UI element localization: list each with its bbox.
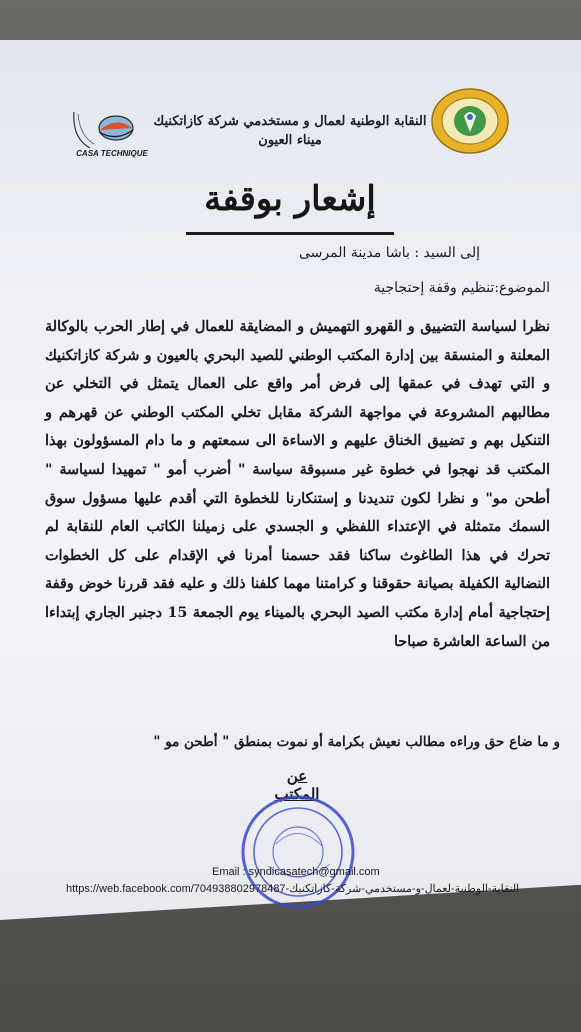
title-underline	[186, 232, 394, 235]
recipient-line: إلى السيد : باشا مدينة المرسى	[298, 245, 480, 261]
notice-title: إشعار بوقفة	[204, 179, 376, 219]
casa-technique-logo-text: CASA TECHNIQUE	[76, 149, 148, 158]
subject-line: الموضوع:تنظيم وقفة إحتجاجية	[373, 280, 550, 296]
signature-line: عن المكتب	[274, 767, 320, 803]
closing-line: و ما ضاع حق وراءه مطالب نعيش بكرامة أو نموت بمنطق " أطحن مو "	[153, 734, 560, 750]
union-location-line: ميناء العيون	[258, 133, 322, 148]
union-seal-logo	[430, 86, 510, 156]
contact-facebook: https://web.facebook.com/704938802978487-النقابة-الوطنية-لعمال-و-مستخدمي-شركة-كازاتكنيك	[66, 883, 520, 895]
union-name-line: النقابة الوطنية لعمال و مستخدمي شركة كازاتكنيك	[153, 114, 427, 129]
union-letterhead	[150, 112, 430, 150]
notice-body: نظرا لسياسة التضييق و القهرو التهميش و المضايقة للعمال في إطار الحرب بالوكالة المعلنة و المنسقة بين إدارة المكتب الوطني للصيد البحري بالعيون و شركة كازاتكنيك و التي تهدف في عمقها إلى فرض أمر واقع على العمال يتمثل في التخلي عن مطالبهم المشروعة في مواجهة الشركة مقابل تخلي المكتب الوطني عن قهرهم و التنكيل بهم و تضييق الخناق عليهم و الاساءة الى سمعتهم و ما دام المسؤولون بهذا المكتب قد نهجوا في خطوة غير مسبوقة سياسة " أضرب أمو " تمهيدا لسياسة " أطحن مو" و نظرا لكون تنديدنا و إستنكارنا للخطوة التي أقدم عليها مسؤول سوق السمك متمثلة في الإعتداء اللفظي و الجسدي على زميلنا الكاتب العام للنقابة لم تحرك في هذا الطاغوث ساكنا فقد حسمنا أمرنا في الإقدام على كل الخطوات النضالية الكفيلة بصيانة حقوقنا و كرامتنا مهما كلفنا ذلك و عليه فقد قررنا خوض وقفة إحتجاجية أمام إدارة مكتب الصيد البحري بالميناء يوم الجمعة 15 دجنبر الجاري إبتداءا من الساعة العاشرة صباحا	[45, 319, 550, 650]
casa-technique-logo	[68, 108, 148, 176]
contact-email: Email : syndicasatech@gmail.com	[212, 866, 380, 878]
